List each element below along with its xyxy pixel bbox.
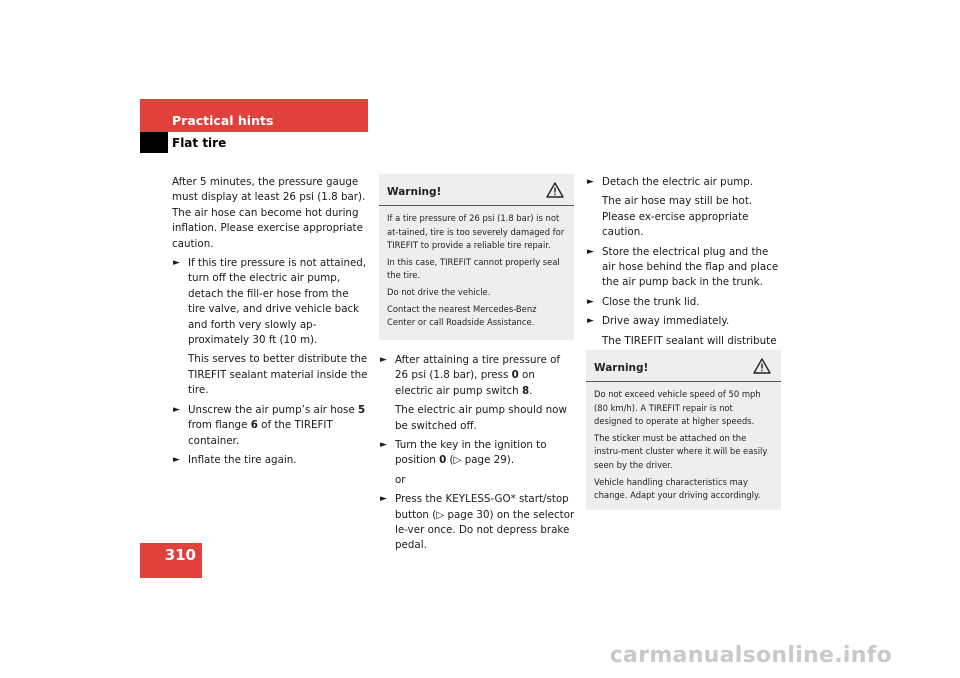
step-text: Store the electrical plug and the air hose behind the flap and place the air pump back in the trunk. bbox=[602, 245, 779, 289]
warning-body bbox=[586, 382, 781, 503]
warning-box bbox=[379, 174, 574, 340]
bullet-arrow-icon: ► bbox=[587, 177, 594, 187]
step-note: The TIREFIT sealant will distribute bbox=[602, 334, 777, 347]
warning-title: Warning! bbox=[594, 362, 649, 374]
step-text: After attaining a tire pressure of 26 psi (1.8 bar), press 0 on electric air pump switch 8. bbox=[395, 354, 561, 397]
step-item bbox=[586, 175, 782, 190]
step-item bbox=[586, 245, 782, 291]
step-item bbox=[586, 314, 782, 329]
bullet-arrow-icon: ► bbox=[587, 296, 594, 307]
warning-triangle-icon bbox=[546, 182, 564, 198]
warning-box bbox=[586, 350, 781, 510]
warning-line: Do not drive the vehicle. bbox=[387, 286, 491, 297]
step-text: Unscrew the air pump’s air hose 5 from flange 6 of the TIREFIT container. bbox=[188, 403, 366, 447]
step-item bbox=[379, 353, 575, 399]
bullet-arrow-icon: ► bbox=[587, 246, 594, 257]
warning-header bbox=[379, 174, 574, 206]
step-text: Turn the key in the ignition to position 0 (▷ page 29). bbox=[395, 439, 547, 467]
or-text: or bbox=[395, 473, 406, 486]
step-note: This serves to better distribute the TIREFIT sealant material inside the tire. bbox=[188, 353, 368, 397]
step-text: Inflate the tire again. bbox=[188, 453, 297, 466]
step-text: Drive away immediately. bbox=[602, 315, 730, 328]
warning-header bbox=[586, 350, 781, 382]
section-title: Practical hints bbox=[172, 113, 274, 128]
bullet-arrow-icon: ► bbox=[380, 355, 387, 365]
warning-line: If a tire pressure of 26 psi (1.8 bar) is not at-tained, tire is too severely damaged for TIREFIT to provide a reliable tire repair. bbox=[387, 213, 565, 251]
warning-line: In this case, TIREFIT cannot properly seal the tire. bbox=[387, 256, 560, 281]
warning-line: Contact the nearest Mercedes-Benz Center or call Roadside Assistance. bbox=[387, 303, 537, 328]
bullet-arrow-icon: ► bbox=[587, 316, 594, 327]
warning-line: Do not exceed vehicle speed of 50 mph (80 km/h). A TIREFIT repair is not designed to operate at higher speeds. bbox=[594, 389, 761, 427]
intro-paragraph: After 5 minutes, the pressure gauge must display at least 26 psi (1.8 bar). The air hose can become hot during inflation. Please exercise appropriate caution. bbox=[172, 176, 366, 250]
header-tab bbox=[140, 132, 168, 153]
subsection-title: Flat tire bbox=[172, 136, 227, 150]
step-item bbox=[172, 453, 368, 468]
bullet-arrow-icon: ► bbox=[173, 404, 180, 415]
step-item bbox=[586, 295, 782, 310]
bullet-arrow-icon: ► bbox=[380, 440, 387, 451]
step-item bbox=[379, 438, 575, 469]
step-item bbox=[172, 256, 368, 348]
watermark-text: carmanualsonline.info bbox=[609, 643, 892, 668]
warning-title: Warning! bbox=[387, 186, 442, 198]
step-item bbox=[172, 403, 368, 449]
step-note: The electric air pump should now be switched off. bbox=[395, 404, 567, 432]
bullet-arrow-icon: ► bbox=[173, 454, 180, 465]
column-3 bbox=[586, 175, 782, 368]
warning-line: Vehicle handling characteristics may change. Adapt your driving accordingly. bbox=[594, 476, 761, 501]
step-item bbox=[379, 492, 575, 554]
step-text: If this tire pressure is not attained, turn off the electric air pump, detach the fill-er hose from the tire valve, and drive vehicle back and forth very slowly ap-proximately 30 ft (10 m). bbox=[188, 257, 367, 347]
warning-body bbox=[379, 206, 574, 330]
page-number-box bbox=[140, 543, 202, 578]
step-note: The air hose may still be hot. Please ex-ercise appropriate caution. bbox=[602, 195, 753, 239]
warning-triangle-icon bbox=[753, 358, 771, 374]
step-text: Detach the electric air pump. bbox=[602, 176, 754, 188]
step-text: Close the trunk lid. bbox=[602, 295, 700, 308]
page-number: 310 bbox=[164, 546, 196, 564]
warning-line: The sticker must be attached on the instru-ment cluster where it will be easily seen by the driver. bbox=[594, 432, 768, 470]
column-1 bbox=[172, 175, 368, 472]
bullet-arrow-icon: ► bbox=[173, 258, 180, 269]
step-text: Press the KEYLESS-GO* start/stop button (▷ page 30) on the selector le-ver once. Do not depress brake pedal. bbox=[395, 493, 575, 552]
column-2 bbox=[379, 353, 575, 558]
bullet-arrow-icon: ► bbox=[380, 494, 387, 505]
